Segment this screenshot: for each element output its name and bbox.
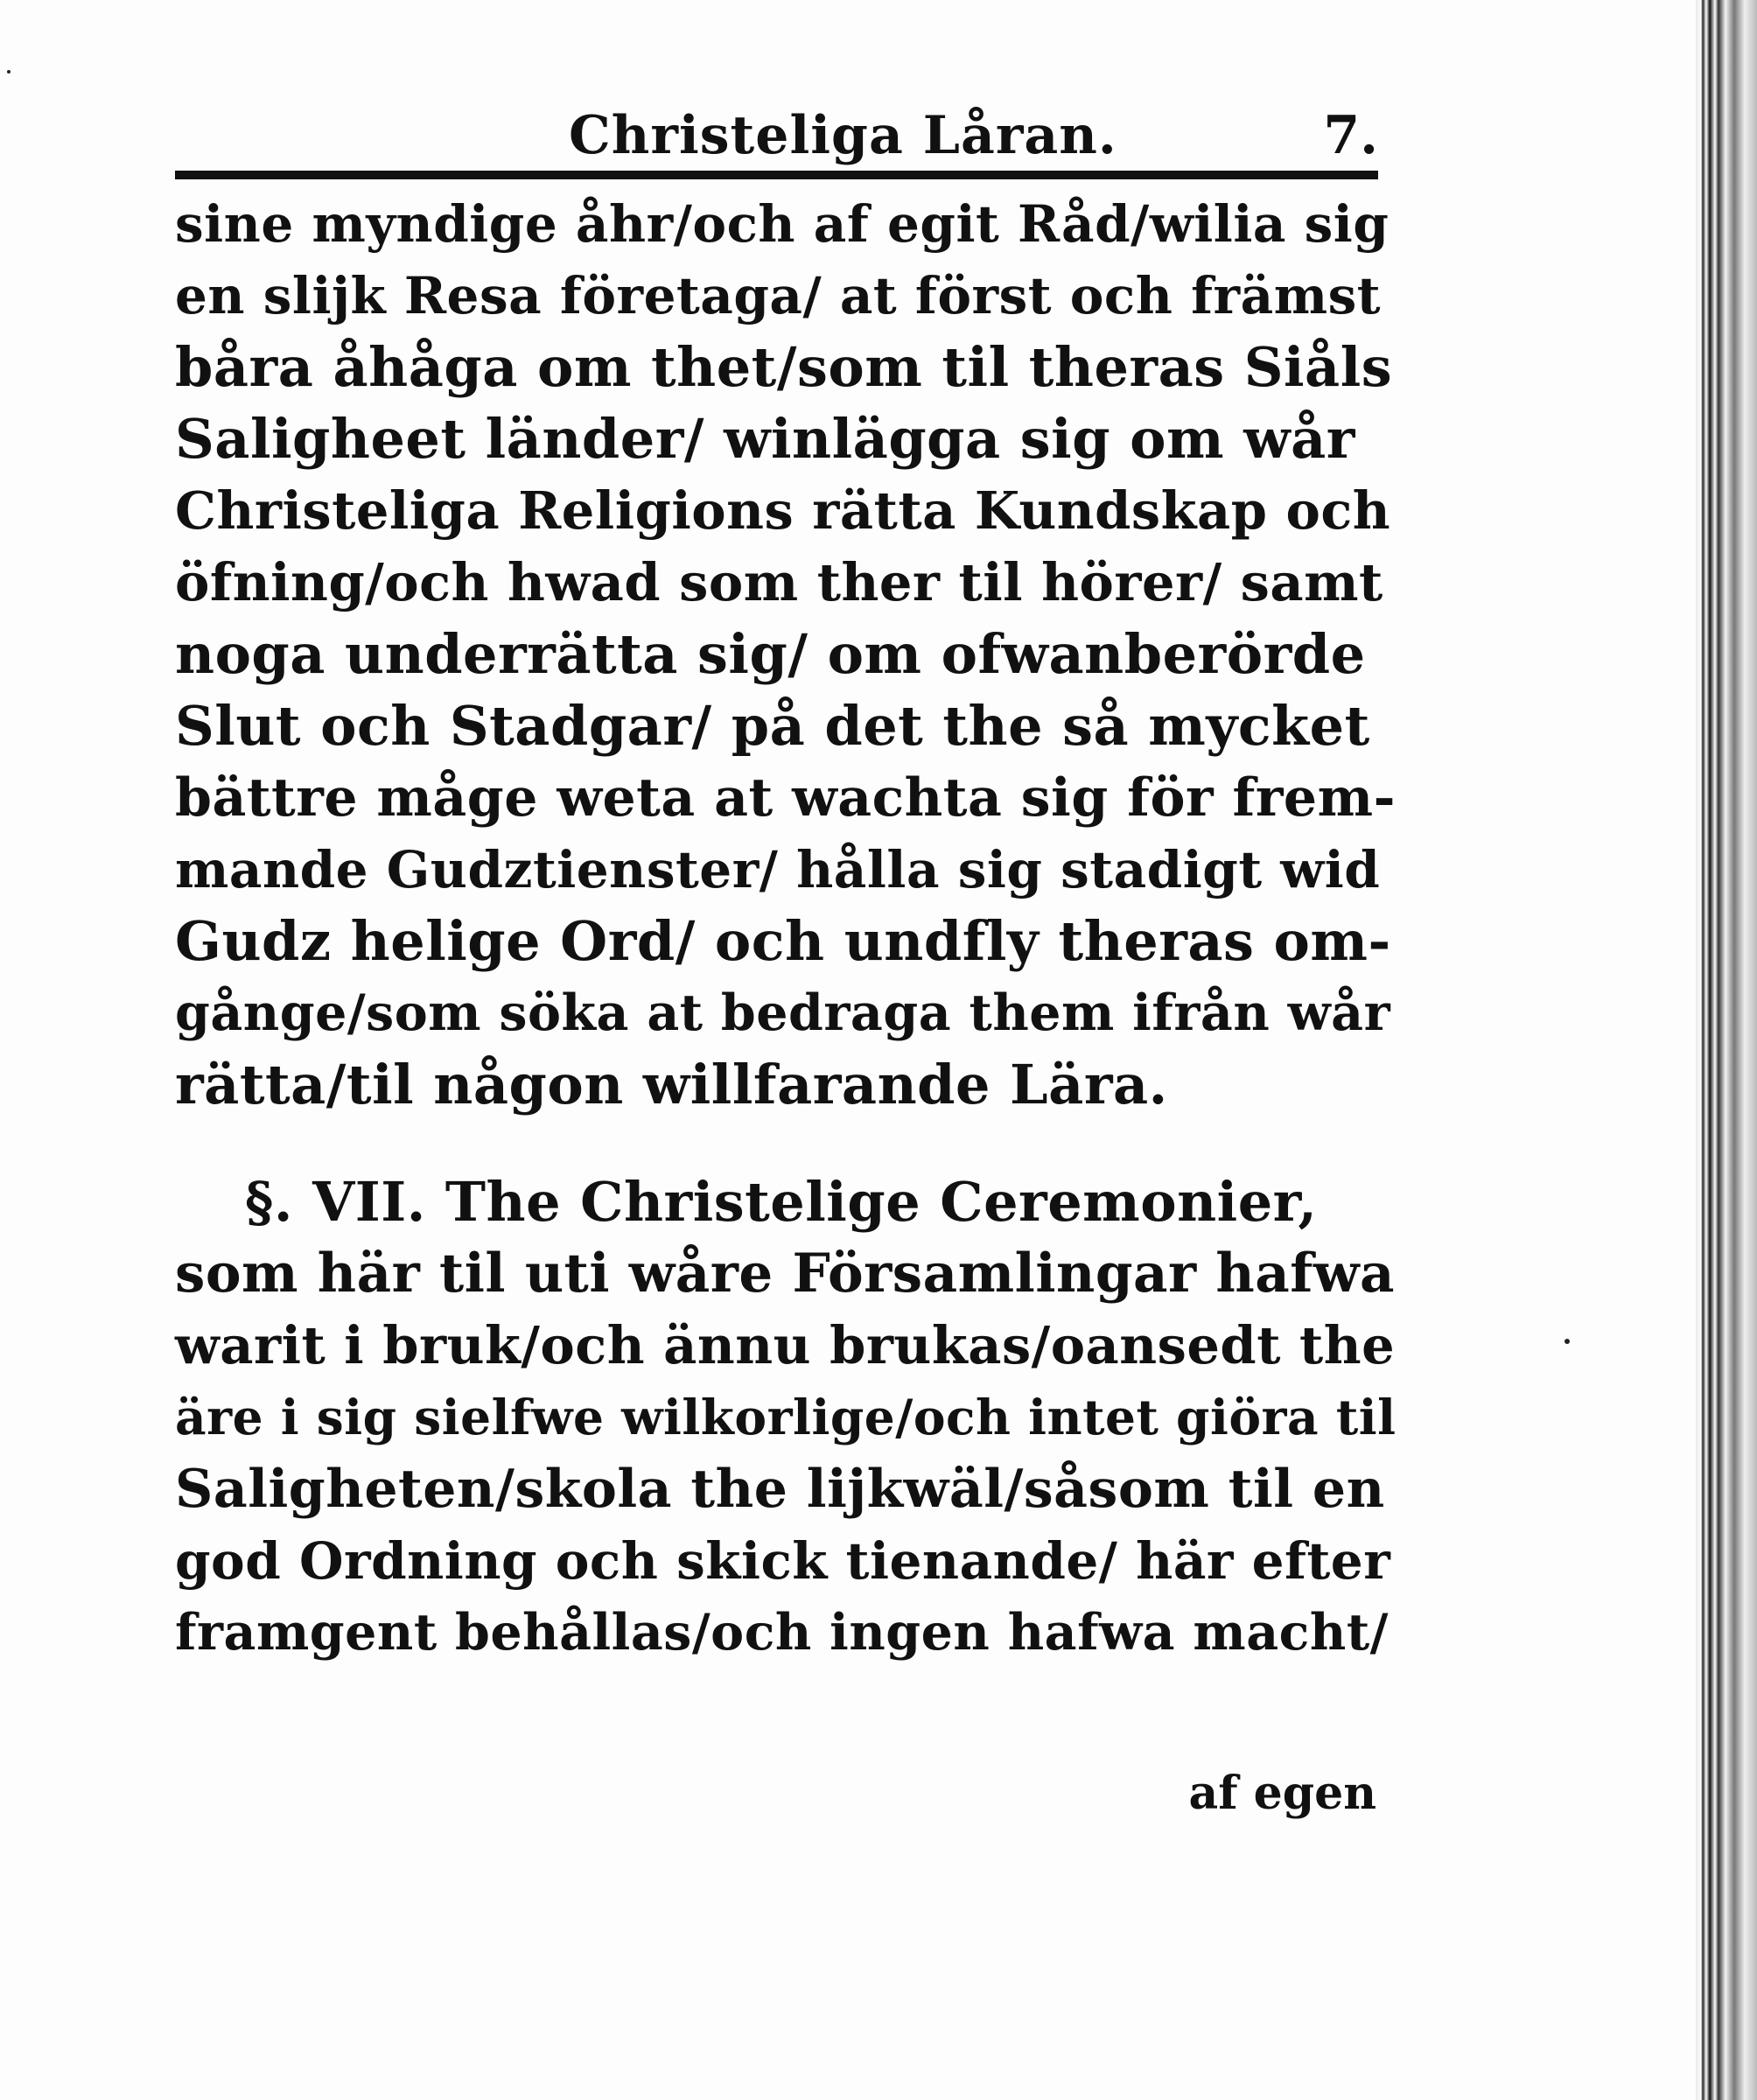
- body-text: [175, 188, 1400, 1669]
- catchword: af egen: [1188, 1767, 1376, 1820]
- paragraph: [175, 1166, 1400, 1669]
- header-rule: [175, 171, 1378, 179]
- paragraph-gap: [175, 1121, 1400, 1166]
- text-line: sine myndige åhr/och af egit Råd/wilia sig: [175, 194, 1390, 254]
- text-line: gånge/som söka at bedraga them ifrån wår: [175, 984, 1391, 1042]
- text-line: en slijk Resa företaga/ at först och främst: [175, 266, 1382, 326]
- text-line: båra åhåga om thet/som til theras Siåls: [175, 335, 1393, 399]
- text-line: Gudz helige Ord/ och undfly theras om-: [175, 909, 1391, 973]
- page-header: [175, 101, 1378, 171]
- text-line: bättre måge weta at wachta sig för frem-: [175, 767, 1396, 829]
- text-line: rätta/til någon willfarande Lära.: [175, 1053, 1168, 1116]
- text-line: Slut och Stadgar/ på det the så mycket: [175, 694, 1370, 758]
- ink-speck: [1564, 1339, 1570, 1344]
- text-line: framgent behållas/och ingen hafwa macht/: [175, 1603, 1389, 1662]
- page-number: 7.: [1323, 105, 1378, 166]
- text-line: äre i sig sielfwe wilkorlige/och intet giöra til: [175, 1389, 1396, 1446]
- text-line: mande Gudztienster/ hålla sig stadigt wid: [175, 840, 1381, 900]
- book-edge: [1696, 0, 1757, 2100]
- text-line: som här til uti wåre Församlingar hafwa: [175, 1242, 1396, 1305]
- running-title: Christeliga Låran.: [569, 105, 1117, 166]
- section-heading-line: §. VII. The Christelige Ceremonier,: [245, 1170, 1318, 1234]
- text-line: Saligheten/skola the lijkwäl/såsom til en: [175, 1459, 1385, 1520]
- text-line: Christeliga Religions rätta Kundskap och: [175, 480, 1391, 541]
- paragraph: [175, 188, 1400, 1121]
- text-line: warit i bruk/och ännu brukas/oansedt the: [175, 1315, 1396, 1376]
- text-line: öfning/och hwad som ther til hörer/ samt: [175, 552, 1383, 612]
- text-line: god Ordning och skick tienande/ här efter: [175, 1531, 1391, 1591]
- ink-speck: [7, 70, 10, 74]
- text-line: Saligheet länder/ winlägga sig om wår: [175, 407, 1355, 471]
- text-line: noga underrätta sig/ om ofwanberörde: [175, 622, 1366, 686]
